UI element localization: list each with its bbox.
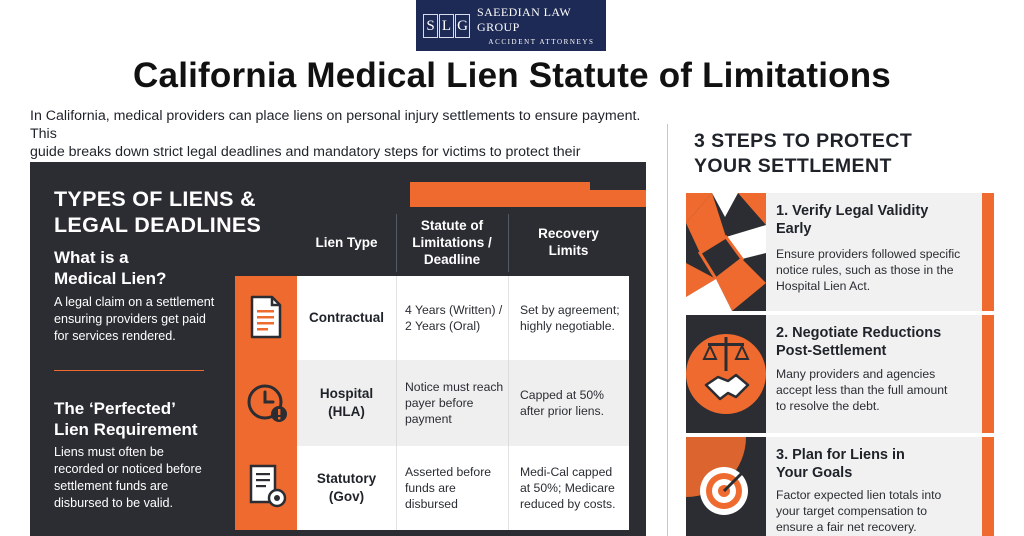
cell-line: 2 Years (Oral) (405, 319, 481, 333)
cell-line: highly negotiable. (520, 319, 615, 333)
step-card (686, 437, 994, 536)
body-line: recorded or noticed before (54, 462, 202, 476)
body-line: A legal claim on a settlement (54, 295, 215, 309)
logo-letter: L (439, 14, 454, 38)
steps-title (694, 129, 912, 179)
body-line: settlement funds are (54, 479, 169, 493)
card-accent-bar (982, 315, 994, 433)
cell-line: Contractual (308, 310, 384, 325)
lien-type-cell (297, 276, 396, 360)
target-icon (686, 437, 766, 536)
table-row (297, 446, 629, 530)
heading-line: What is a (54, 248, 129, 267)
card-accent-bar (982, 193, 994, 311)
panel-accent-notch (590, 182, 646, 190)
logo-tagline: ACCIDENT ATTORNEYS (488, 38, 595, 46)
page-title: California Medical Lien Statute of Limitations (133, 56, 891, 95)
geometric-pattern-icon (686, 193, 766, 311)
body-line: notice rules, such as those in the (776, 263, 954, 277)
step-heading (776, 202, 976, 238)
deadline-cell (396, 446, 508, 530)
deadline-cell (396, 276, 508, 360)
cell-line: reduced by costs. (520, 497, 616, 511)
certificate-icon (245, 462, 289, 512)
step-card (686, 193, 994, 311)
document-icon (245, 294, 287, 340)
cell-line: funds are (405, 481, 456, 495)
heading-line: 3. Plan for Liens in (776, 447, 905, 463)
heading-line: Lien Requirement (54, 420, 198, 439)
firm-logo (416, 0, 606, 51)
heading-line: Your Goals (776, 465, 853, 481)
logo-letter: G (455, 14, 470, 38)
heading-line: The ‘Perfected’ (54, 399, 176, 418)
step-card (686, 315, 994, 433)
column-divider (667, 124, 668, 536)
cell-line: Set by agreement; (520, 303, 620, 317)
step-heading (776, 324, 976, 360)
cell-line: (Gov) (328, 489, 365, 504)
types-title-line: TYPES OF LIENS & (54, 187, 256, 211)
recovery-cell (508, 360, 629, 446)
cell-line: payer before (405, 396, 474, 410)
cell-line: Asserted before (405, 465, 492, 479)
header-recovery (508, 225, 629, 259)
types-title (54, 186, 294, 238)
heading-line: Early (776, 221, 812, 237)
step-body (776, 487, 976, 535)
clock-alert-icon (245, 380, 289, 426)
body-line: Many providers and agencies (776, 367, 936, 381)
body-line: Hospital Lien Act. (776, 279, 871, 293)
cell-line: 4 Years (Written) / (405, 303, 503, 317)
recovery-cell (508, 276, 629, 360)
logo-monogram (423, 14, 471, 38)
step-body (776, 246, 976, 294)
body-line: accept less than the full amount (776, 383, 948, 397)
lien-type-cell (297, 446, 396, 530)
scales-handshake-icon (686, 315, 766, 433)
cell-line: at 50%; Medicare (520, 481, 615, 495)
cell-line: disbursed (405, 497, 458, 511)
cell-line: (HLA) (328, 404, 365, 419)
lien-type-cell (297, 360, 396, 446)
body-line: your target compensation to (776, 504, 928, 518)
what-is-lien-text (54, 294, 234, 345)
body-line: ensuring providers get paid (54, 312, 206, 326)
logo-name: SAEEDIAN LAW GROUP (477, 5, 571, 34)
cell-line: Notice must reach (405, 380, 504, 394)
header-line: Deadline (423, 252, 481, 267)
header-line: Statute of (420, 218, 484, 233)
heading-line: 1. Verify Legal Validity (776, 203, 929, 219)
cell-line: payment (405, 412, 452, 426)
card-accent-bar (982, 437, 994, 536)
intro-line: In California, medical providers can place liens on personal injury settlements to ensure payment. This (30, 108, 641, 142)
steps-title-line: 3 STEPS TO PROTECT (694, 130, 913, 152)
section-rule (54, 370, 204, 371)
intro-line: guide breaks down strict legal deadlines and mandatory steps for victims to protect their (30, 144, 581, 160)
perfected-lien-text (54, 444, 229, 512)
table-row (297, 276, 629, 360)
header-line: Recovery (538, 226, 599, 241)
body-line: Ensure providers followed specific (776, 247, 961, 261)
perfected-lien-heading (54, 398, 198, 440)
step-heading (776, 446, 976, 482)
header-lien-type: Lien Type (315, 235, 378, 250)
deadline-cell (396, 360, 508, 446)
cell-line: Statutory (316, 471, 377, 486)
logo-letter: S (423, 14, 438, 38)
recovery-cell (508, 446, 629, 530)
body-line: ensure a fair net recovery. (776, 520, 917, 534)
heading-line: 2. Negotiate Reductions (776, 325, 942, 341)
cell-line: Capped at 50% (520, 388, 605, 402)
steps-title-line: YOUR SETTLEMENT (694, 155, 892, 177)
types-title-line: LEGAL DEADLINES (54, 213, 262, 237)
header-deadline (396, 217, 508, 268)
header-line: Limits (548, 243, 589, 258)
body-line: to resolve the debt. (776, 399, 880, 413)
table-row (297, 360, 629, 446)
header-line: Limitations / (412, 235, 492, 250)
cell-line: after prior liens. (520, 404, 604, 418)
body-line: Factor expected lien totals into (776, 488, 942, 502)
heading-line: Post-Settlement (776, 343, 887, 359)
heading-line: Medical Lien? (54, 269, 167, 288)
body-line: disbursed to be valid. (54, 496, 174, 510)
body-line: for services rendered. (54, 329, 176, 343)
body-line: Liens must often be (54, 445, 164, 459)
what-is-lien-heading (54, 247, 166, 289)
cell-line: Hospital (319, 386, 374, 401)
cell-line: Medi-Cal capped (520, 465, 613, 479)
step-body (776, 366, 976, 414)
